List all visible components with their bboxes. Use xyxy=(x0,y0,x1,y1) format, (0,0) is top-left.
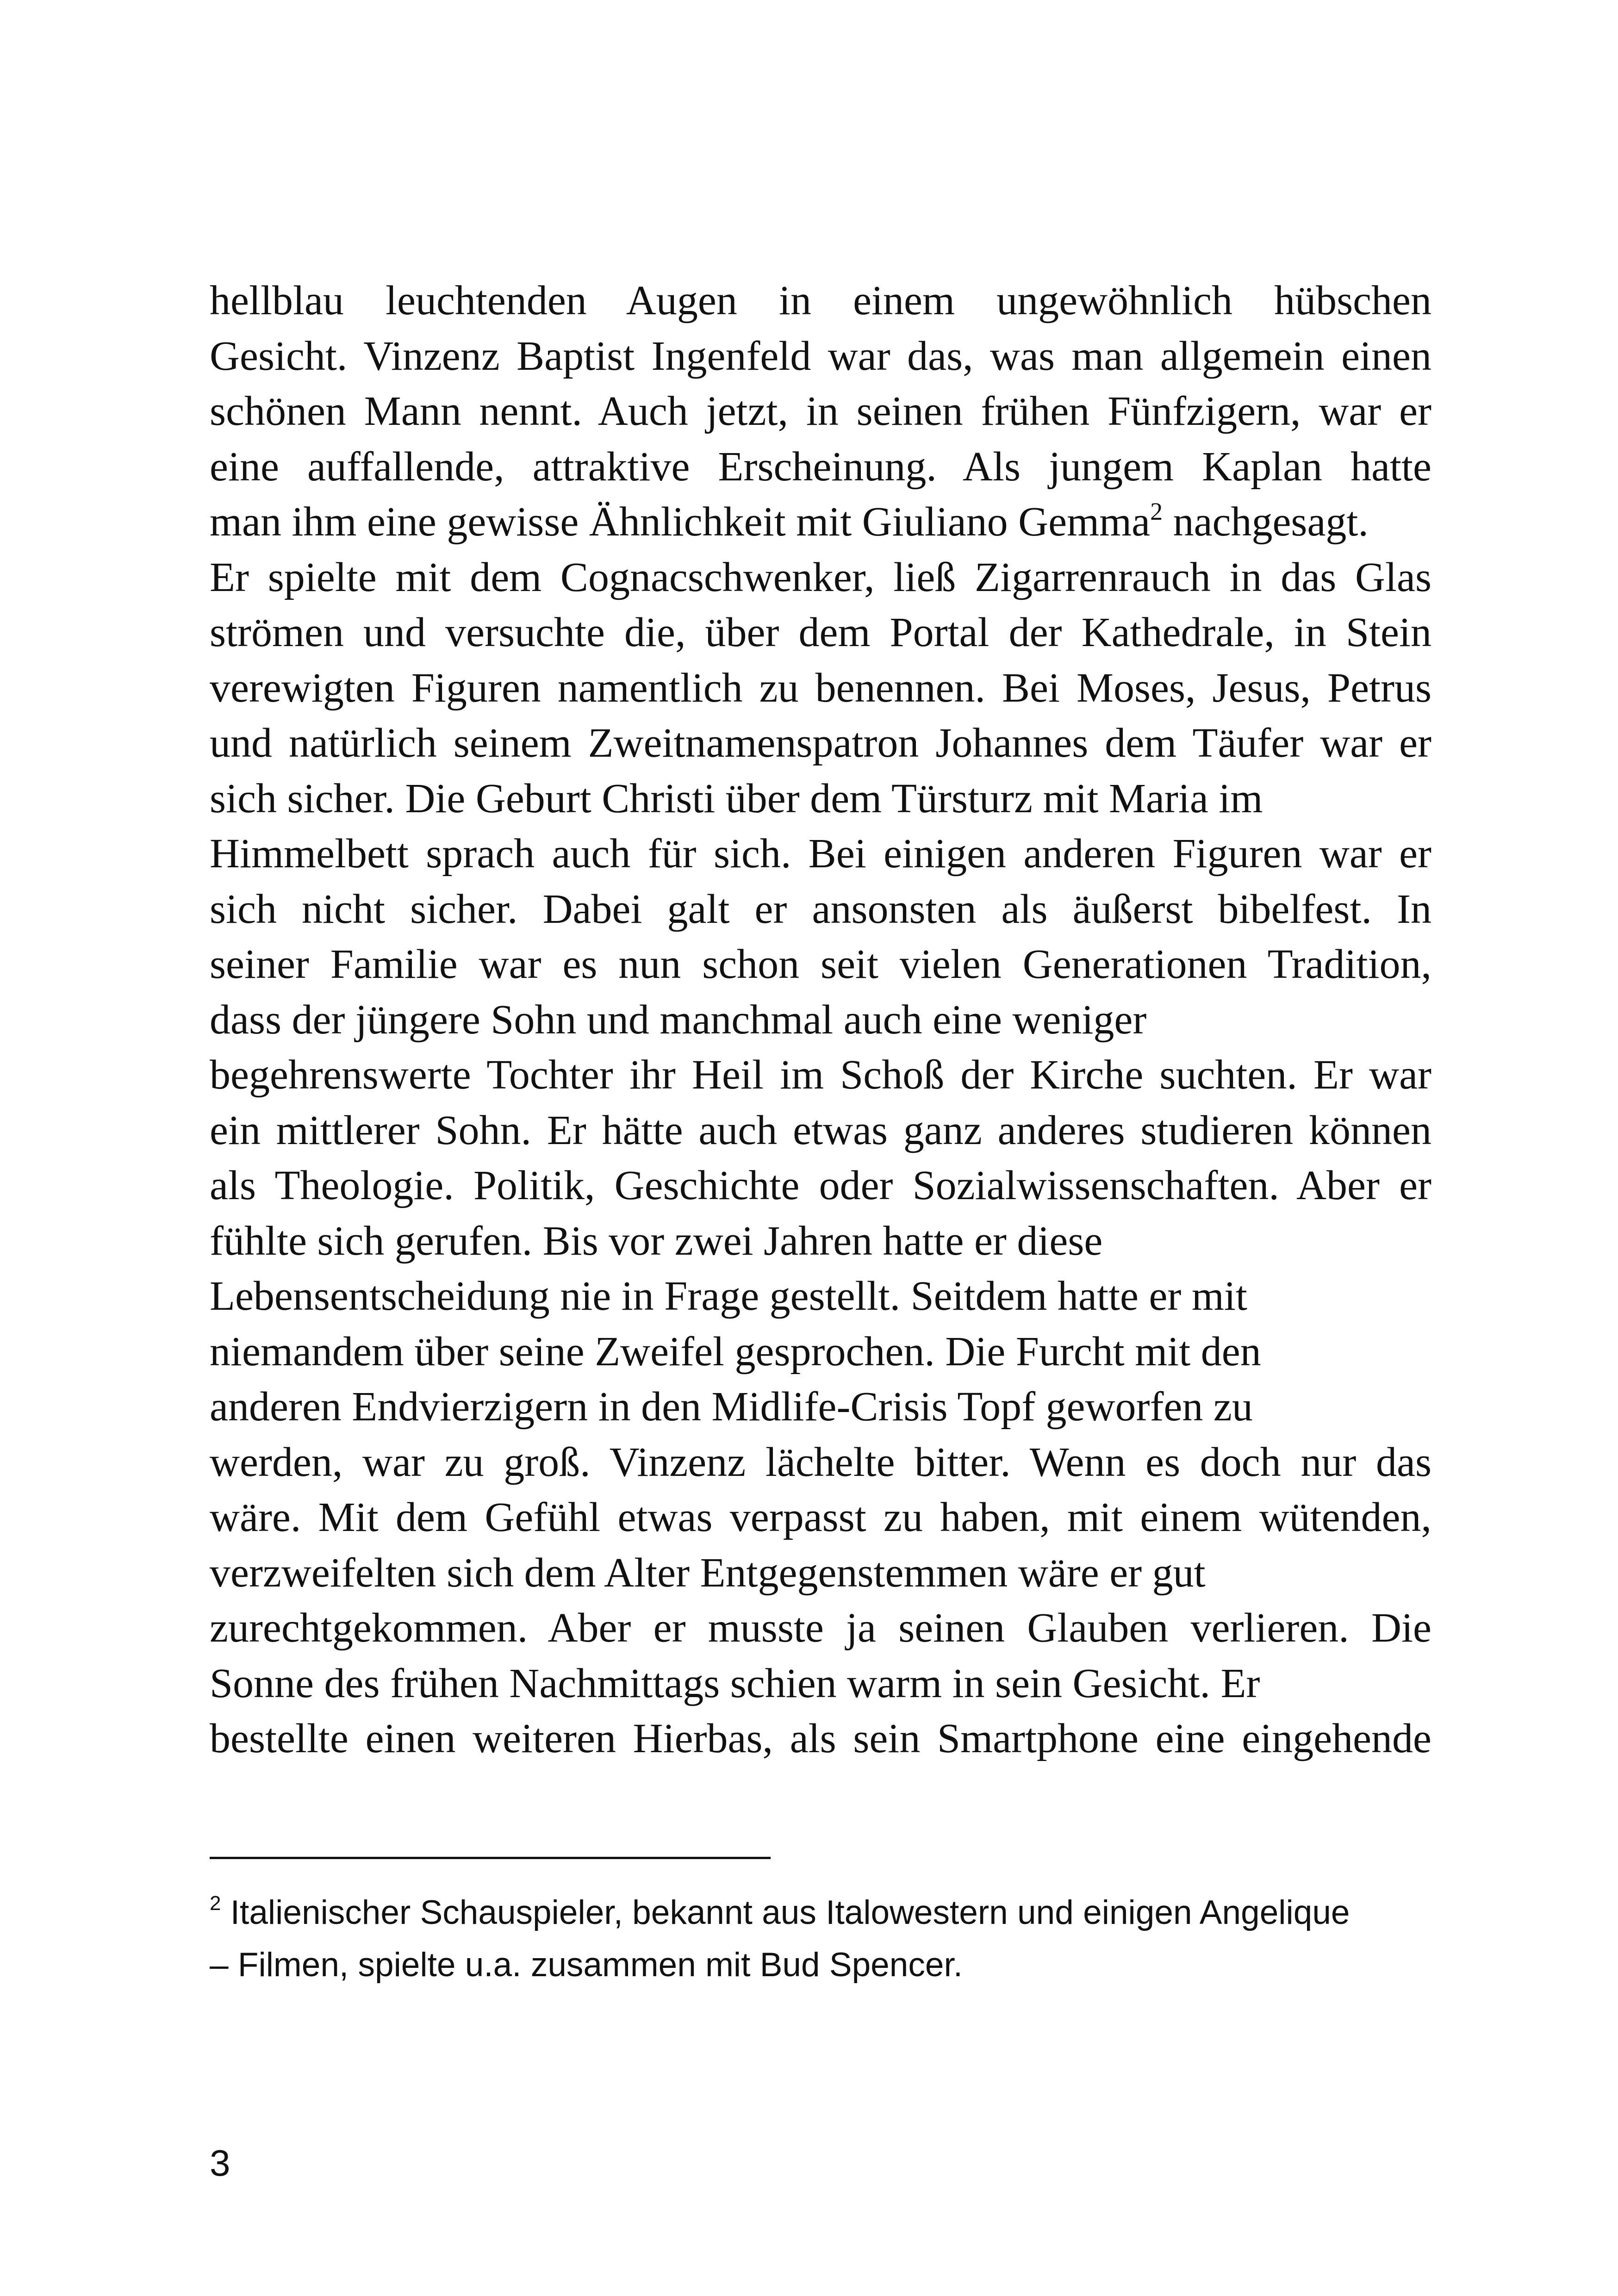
page-number: 3 xyxy=(210,2142,230,2184)
footnote-line: – Filmen, spielte u.a. zusammen mit Bud Spencer. xyxy=(210,1946,963,1984)
footnote-text: Italienischer Schauspieler, bekannt aus Italowestern und einigen Angelique xyxy=(221,1894,1350,1931)
text-line: dass der jüngere Sohn und manchmal auch eine weniger xyxy=(210,996,1147,1043)
text-line: sich sicher. Die Geburt Christi über dem Türsturz mit Maria im xyxy=(210,775,1263,821)
footnote-marker: 2 xyxy=(210,1892,221,1915)
footnote-line xyxy=(210,1886,1431,1939)
text-line: als Theologie. Politik, Geschichte oder Sozialwissenschaften. Aber er xyxy=(210,1163,1431,1208)
text-line: strömen und versuchte die, über dem Portal der Kathedrale, in Stein xyxy=(210,610,1431,655)
text-line: ein mittlerer Sohn. Er hätte auch etwas ganz anderes studieren können xyxy=(210,1107,1431,1153)
text-line: Gesicht. Vinzenz Baptist Ingenfeld war das, was man allgemein einen xyxy=(210,333,1431,379)
text-line: begehrenswerte Tochter ihr Heil im Schoß der Kirche suchten. Er war xyxy=(210,1052,1431,1098)
text-line: anderen Endvierzigern in den Midlife-Crisis Topf geworfen zu xyxy=(210,1384,1253,1430)
text-line: Lebensentscheidung nie in Frage gestellt. Seitdem hatte er mit xyxy=(210,1273,1247,1319)
text-line: und natürlich seinem Zweitnamenspatron Johannes dem Täufer war er xyxy=(210,720,1431,766)
text-line: bestellte einen weiteren Hierbas, als sein Smartphone eine eingehende xyxy=(210,1716,1431,1761)
text-line: verewigten Figuren namentlich zu benennen. Bei Moses, Jesus, Petrus xyxy=(210,665,1431,711)
text-line: schönen Mann nennt. Auch jetzt, in seinen frühen Fünfzigern, war er xyxy=(210,388,1431,434)
text-line: wäre. Mit dem Gefühl etwas verpasst zu haben, mit einem wütenden, xyxy=(210,1494,1431,1540)
body-text xyxy=(210,273,1431,1767)
footnote-reference: 2 xyxy=(1150,498,1163,525)
text-line: zurechtgekommen. Aber er musste ja seinen Glauben verlieren. Die xyxy=(210,1605,1431,1651)
text-line xyxy=(210,494,1431,550)
text-fragment: man ihm eine gewisse Ähnlichkeit mit Giuliano Gemma xyxy=(210,499,1151,545)
text-line: eine auffallende, attraktive Erscheinung. Als jungem Kaplan hatte xyxy=(210,443,1431,490)
text-fragment: nachgesagt. xyxy=(1163,499,1369,545)
text-line: werden, war zu groß. Vinzenz lächelte bitter. Wenn es doch nur das xyxy=(210,1439,1431,1485)
text-line: fühlte sich gerufen. Bis vor zwei Jahren hatte er diese xyxy=(210,1218,1103,1264)
text-line: Himmelbett sprach auch für sich. Bei einigen anderen Figuren war er xyxy=(210,831,1431,877)
footnote xyxy=(210,1886,1431,1991)
footnote-separator xyxy=(210,1857,771,1859)
text-line: Er spielte mit dem Cognacschwenker, ließ Zigarrenrauch in das Glas xyxy=(210,554,1431,600)
text-line: seiner Familie war es nun schon seit vielen Generationen Tradition, xyxy=(210,941,1431,987)
text-line: niemandem über seine Zweifel gesprochen. Die Furcht mit den xyxy=(210,1328,1261,1375)
text-line: sich nicht sicher. Dabei galt er ansonsten als äußerst bibelfest. In xyxy=(210,886,1431,932)
text-line: Sonne des frühen Nachmittags schien warm in sein Gesicht. Er xyxy=(210,1660,1260,1706)
text-line: verzweifelten sich dem Alter Entgegenstemmen wäre er gut xyxy=(210,1549,1206,1596)
text-line: hellblau leuchtenden Augen in einem ungewöhnlich hübschen xyxy=(210,278,1431,324)
